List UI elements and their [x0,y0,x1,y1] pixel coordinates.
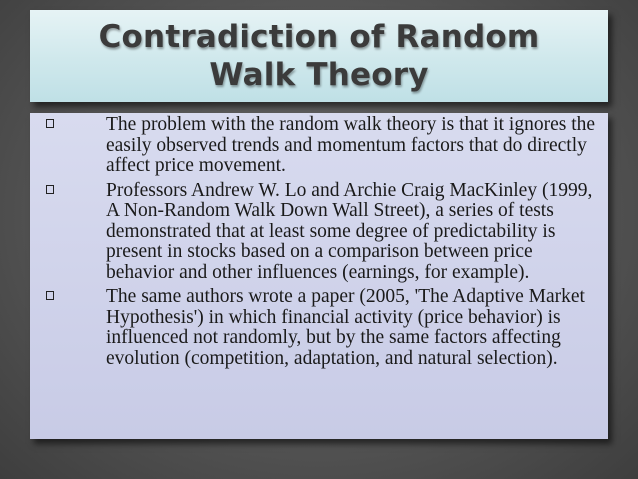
bullet-text: The problem with the random walk theory is that it ignores the easily observed trends and momentum factors that do directly affect price movement. [106,114,596,176]
content-box [30,113,608,439]
bullet-item [44,115,596,177]
square-bullet-icon [46,119,54,128]
title-box [30,10,608,102]
square-bullet-icon [46,185,54,194]
bullet-list [44,115,596,369]
square-bullet-icon [46,291,54,300]
bullet-text: Professors Andrew W. Lo and Archie Craig MacKinley (1999, A Non-Random Walk Down Wall Street), a series of tests demonstrated that at least some degree of predictability is present in stocks based on a comparison between price behavior and other influences (earnings, for example). [106,179,593,283]
slide-title: Contradiction of Random Walk Theory [98,19,540,93]
bullet-item [44,287,596,369]
bullet-item [44,181,596,284]
bullet-text: The same authors wrote a paper (2005, 'The Adaptive Market Hypothesis') in which financial activity (price behavior) is influenced not randomly, but by the same factors affecting evolution (competition, adaptation, and natural selection). [106,286,585,369]
